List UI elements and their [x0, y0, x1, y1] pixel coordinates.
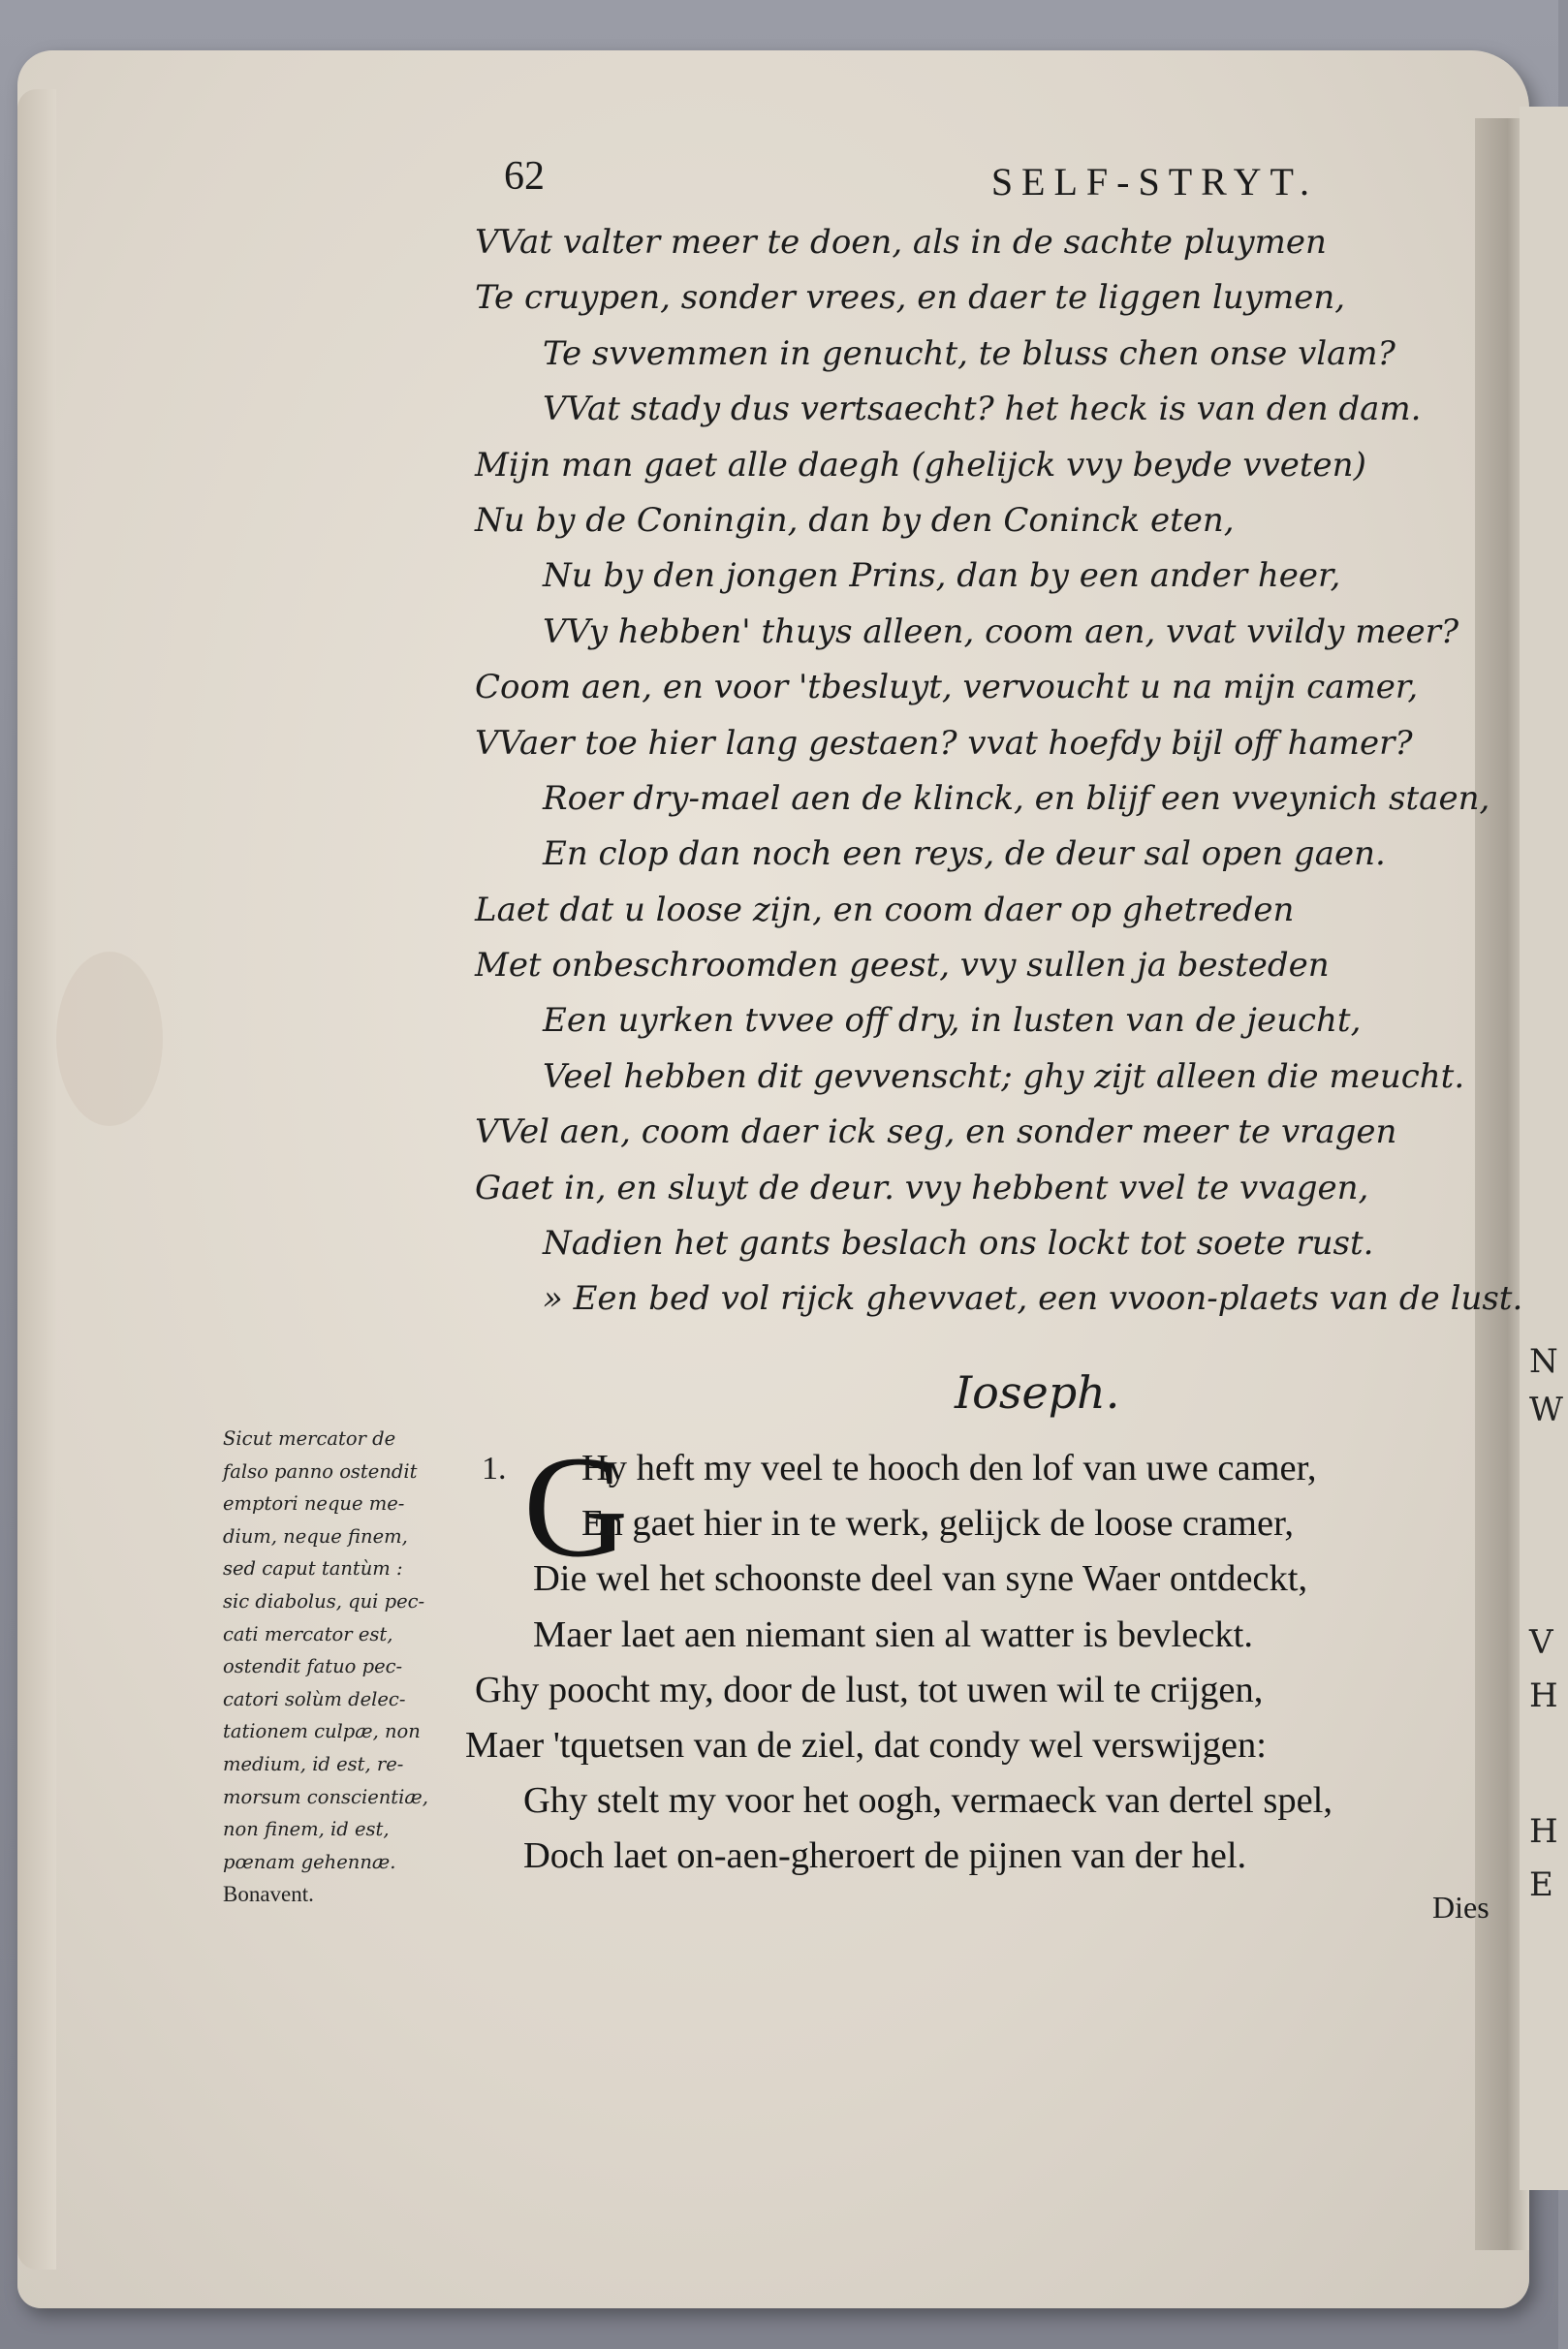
poem-line: En clop dan noch een reys, de deur sal open gaen.	[543, 834, 1386, 874]
marginal-note-line: sed caput tantùm :	[223, 1557, 403, 1581]
poem-line: VVel aen, coom daer ick seg, en sonder meer te vragen	[475, 1112, 1397, 1152]
poem-line: Nu by den jongen Prins, dan by een ander heer,	[543, 556, 1341, 596]
facing-page-letter: H	[1529, 1676, 1558, 1715]
facing-page-letter: N	[1529, 1342, 1558, 1381]
facing-page-letter: W	[1529, 1391, 1563, 1429]
marginal-note-line: catori solùm delec-	[223, 1687, 406, 1710]
poem-line: Te cruypen, sonder vrees, en daer te liggen luymen,	[475, 278, 1346, 318]
verse-line: Maer 'tquetsen van de ziel, dat condy wel verswijgen:	[465, 1724, 1267, 1766]
verse-line: Ghy poocht my, door de lust, tot uwen wil te crijgen,	[475, 1669, 1264, 1710]
poem-block	[475, 215, 1523, 1328]
poem-line: Nadien het gants beslach ons lockt tot soete rust.	[543, 1224, 1374, 1264]
verse-line: Hy heft my veel te hooch den lof van uwe camer,	[581, 1448, 1317, 1488]
marginal-note-line: dium, neque finem,	[223, 1524, 408, 1548]
facing-page-letter: E	[1529, 1865, 1553, 1904]
stanza-number: 1.	[482, 1451, 507, 1487]
section-title: Ioseph.	[955, 1366, 1120, 1419]
poem-line: VVat stady dus vertsaecht? het heck is van den dam.	[543, 390, 1422, 429]
verse-block	[465, 1426, 1492, 1885]
marginal-note-line: non finem, id est,	[223, 1818, 390, 1841]
facing-page-letter: V	[1529, 1623, 1553, 1662]
page-edge	[17, 89, 56, 2270]
marginal-note-line: pœnam gehennæ.	[223, 1850, 396, 1873]
marginal-note-line: medium, id est, re-	[223, 1752, 404, 1775]
marginal-note-line: cati mercator est,	[223, 1622, 393, 1645]
page-header	[504, 153, 1318, 211]
poem-line: Nu by de Coningin, dan by den Coninck eten,	[475, 500, 1235, 540]
marginal-note-line: morsum conscientiæ,	[223, 1785, 428, 1808]
poem-line: Met onbeschroomden geest, vvy sullen ja besteden	[475, 946, 1330, 986]
page-number: 62	[504, 154, 545, 199]
marginal-note-line: sic diabolus, qui pec-	[223, 1589, 425, 1613]
marginal-note-line: Sicut mercator de	[223, 1427, 396, 1450]
marginal-note-line: emptori neque me-	[223, 1492, 405, 1516]
verse-line: Doch laet on-aen-gheroert de pijnen van der hel.	[523, 1835, 1247, 1877]
drop-cap-initial: G	[523, 1426, 629, 1587]
marginal-note-line: falso panno ostendit	[223, 1459, 418, 1483]
verse-line: Maer laet aen niemant sien al watter is bevleckt.	[533, 1613, 1253, 1655]
facing-page	[1520, 107, 1568, 2190]
poem-line: Mijn man gaet alle daegh (ghelijck vvy beyde vveten)	[475, 445, 1366, 485]
marginal-note-line: Bonavent.	[223, 1882, 314, 1907]
poem-line: Laet dat u loose zijn, en coom daer op ghetreden	[475, 890, 1295, 929]
verse-line: Ghy stelt my voor het oogh, vermaeck van dertel spel,	[523, 1780, 1333, 1822]
poem-line: VVaer toe hier lang gestaen? vvat hoefdy bijl off hamer?	[475, 723, 1413, 763]
poem-line: VVat valter meer te doen, als in de sachte pluymen	[475, 223, 1327, 262]
verse-line: En gaet hier in te werk, gelijck de loose cramer,	[581, 1503, 1294, 1545]
paper-stain	[56, 952, 163, 1126]
running-head: SELF-STRYT.	[990, 160, 1318, 204]
catchword: Dies	[1432, 1890, 1490, 1925]
poem-line: Roer dry-mael aen de klinck, en blijf een vveynich staen,	[543, 778, 1490, 818]
verse-line: Die wel het schoonste deel van syne Waer ontdeckt,	[533, 1558, 1308, 1600]
poem-line: » Een bed vol rijck ghevvaet, een vvoon-plaets van de lust.	[543, 1279, 1523, 1319]
poem-line: Gaet in, en sluyt de deur. vvy hebbent vvel te vvagen,	[475, 1168, 1369, 1207]
poem-line: Coom aen, en voor 'tbesluyt, vervoucht u na mijn camer,	[475, 668, 1419, 707]
poem-line: Te svvemmen in genucht, te bluss chen onse vlam?	[543, 333, 1396, 373]
poem-line: Veel hebben dit gevvenscht; ghy zijt alleen die meucht.	[543, 1056, 1465, 1096]
marginal-note-line: ostendit fatuo pec-	[223, 1655, 403, 1678]
facing-page-letter: H	[1529, 1812, 1558, 1851]
marginal-note-line: tationem culpæ, non	[223, 1720, 421, 1743]
poem-line: VVy hebben' thuys alleen, coom aen, vvat vvildy meer?	[543, 611, 1459, 651]
poem-line: Een uyrken tvvee off dry, in lusten van de jeucht,	[543, 1001, 1362, 1041]
marginal-note	[223, 1423, 475, 1911]
